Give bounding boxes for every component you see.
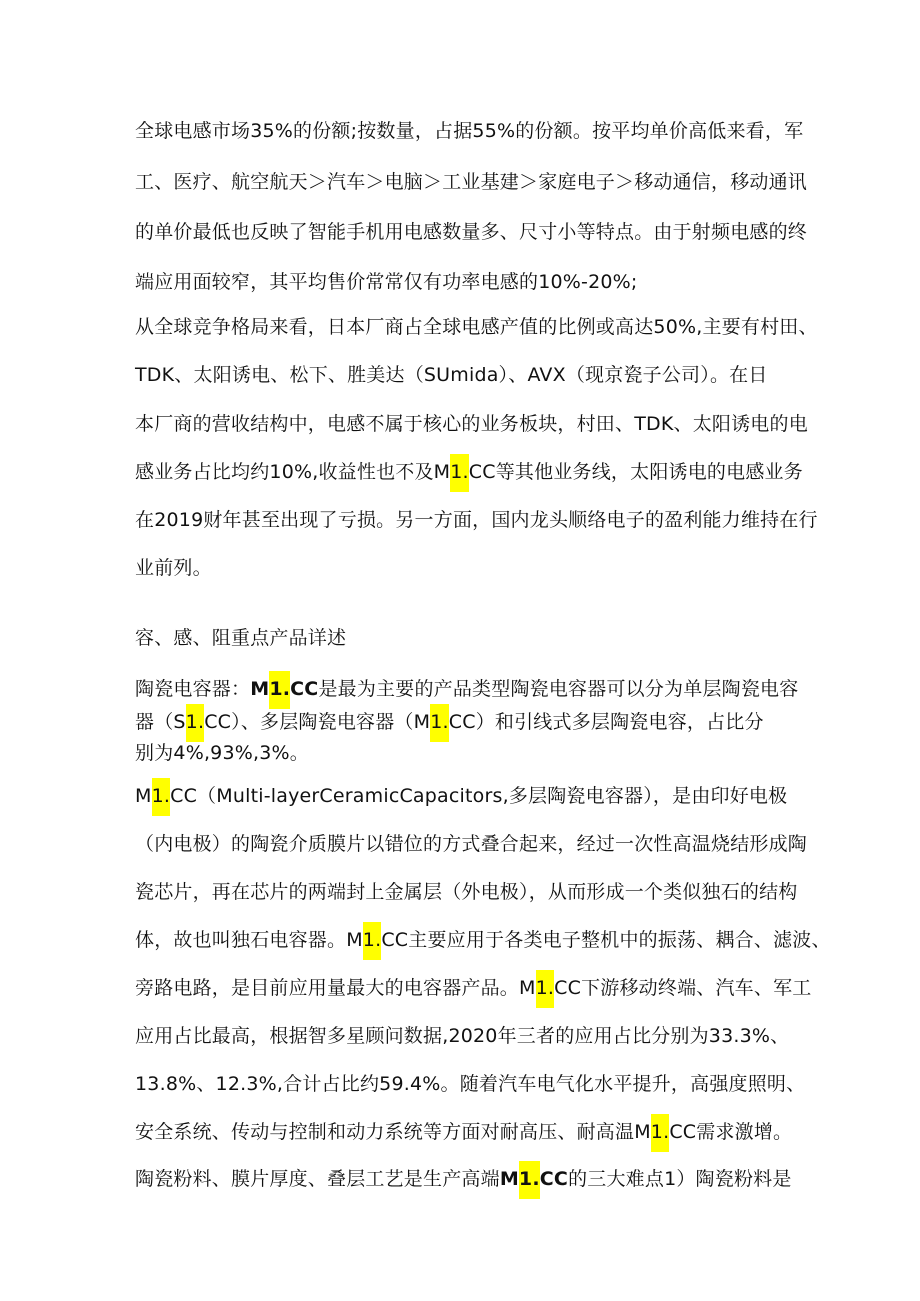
text-segment: 陶瓷粉料、膜片厚度、叠层工艺是生产高端 [135, 1168, 500, 1190]
text-segment: CC等其他业务线，太阳诱电的电感业务 [468, 461, 803, 483]
paragraph-1-line-2: 工、医疗、航空航天＞汽车＞电脑＞工业基建＞家庭电子＞移动通信，移动通讯 [135, 171, 808, 193]
paragraph-4-line-7: 13.8%、12.3%,合计占比约59.4%。随着汽车电气化水平提升，高强度照明、 [135, 1073, 806, 1095]
paragraph-2-line-5: 在2019财年甚至出现了亏损。另一方面，国内龙头顺络电子的盈利能力维持在行 [135, 509, 818, 531]
highlighted-text: 1. [186, 704, 205, 742]
bold-text: CC [290, 678, 319, 700]
text-segment: CC（Multi-layerCeramicCapacitors,多层陶瓷电容器），是由印好电极 [170, 785, 788, 807]
section-heading: 容、感、阻重点产品详述 [135, 627, 347, 649]
paragraph-4-line-5 [135, 976, 811, 1000]
text-segment: CC）、多层陶瓷电容器（M [204, 711, 431, 733]
text-segment: 陶瓷电容器： [135, 678, 251, 700]
highlighted-text: 1. [519, 1161, 540, 1199]
paragraph-4-line-9 [135, 1167, 792, 1191]
paragraph-1-line-3: 的单价最低也反映了智能手机用电感数量多、尺寸小等特点。由于射频电感的终 [135, 221, 808, 243]
text-segment: 是最为主要的产品类型陶瓷电容器可以分为单层陶瓷电容 [318, 678, 799, 700]
text-segment: 感业务占比均约10%,收益性也不及 [135, 461, 434, 483]
highlighted-text: 1. [651, 1114, 670, 1152]
paragraph-2-line-1: 从全球竞争格局来看，日本厂商占全球电感产值的比例或高达50%,主要有村田、 [135, 316, 818, 338]
paragraph-4-line-2: （内电极）的陶瓷介质膜片以错位的方式叠合起来，经过一次性高温烧结形成陶 [135, 833, 808, 855]
bold-text: CC [539, 1168, 569, 1190]
paragraph-3-line-3: 别为4%,93%,3%。 [135, 742, 309, 764]
highlighted-text: 1. [363, 922, 382, 960]
text-segment: CC主要应用于各类电子整机中的振荡、耦合、滤波、 [381, 929, 831, 951]
paragraph-3-line-2 [135, 710, 764, 734]
highlighted-text: 1. [430, 704, 449, 742]
text-segment: 器（S [135, 711, 186, 733]
paragraph-3-line-1 [135, 677, 798, 701]
bold-text: M [250, 678, 270, 700]
paragraph-4-line-8 [135, 1120, 792, 1144]
highlighted-text: 1. [152, 778, 171, 816]
paragraph-2-line-6: 业前列。 [135, 557, 212, 579]
bold-text: M [499, 1168, 519, 1190]
highlighted-text: 1. [536, 970, 555, 1008]
text-segment: 的三大难点1）陶瓷粉料是 [568, 1168, 792, 1190]
text-segment: CC）和引线式多层陶瓷电容，占比分 [448, 711, 764, 733]
paragraph-4-line-4 [135, 928, 831, 952]
text-segment: 旁路电路，是目前应用量最大的电容器产品。M [135, 977, 536, 999]
paragraph-4-line-1 [135, 784, 787, 808]
paragraph-4-line-3: 瓷芯片，再在芯片的两端封上金属层（外电极），从而形成一个类似独石的结构 [135, 881, 798, 903]
highlighted-text: 1. [269, 671, 290, 709]
text-segment: CC下游移动终端、汽车、军工 [554, 977, 812, 999]
text-segment: CC需求激增。 [669, 1121, 793, 1143]
paragraph-2-line-3: 本厂商的营收结构中，电感不属于核心的业务板块，村田、TDK、太阳诱电的电 [135, 413, 808, 435]
paragraph-1-line-4: 端应用面较窄，其平均售价常常仅有功率电感的10%-20%; [135, 271, 638, 293]
text-segment: M [135, 785, 152, 807]
text-segment: M [433, 461, 451, 483]
paragraph-2-line-2: TDK、太阳诱电、松下、胜美达（SUmida）、AVX（现京瓷子公司）。在日 [135, 364, 768, 386]
text-segment: 体，故也叫独石电容器。M [135, 929, 363, 951]
paragraph-2-line-4 [135, 460, 803, 484]
paragraph-1-line-1: 全球电感市场35%的份额;按数量，占据55%的份额。按平均单价高低来看，军 [135, 120, 804, 142]
paragraph-4-line-6: 应用占比最高，根据智多星顾问数据,2020年三者的应用占比分别为33.3%、 [135, 1025, 790, 1047]
text-segment: 安全系统、传动与控制和动力系统等方面对耐高压、耐高温M [135, 1121, 651, 1143]
highlighted-text: 1. [450, 454, 469, 492]
